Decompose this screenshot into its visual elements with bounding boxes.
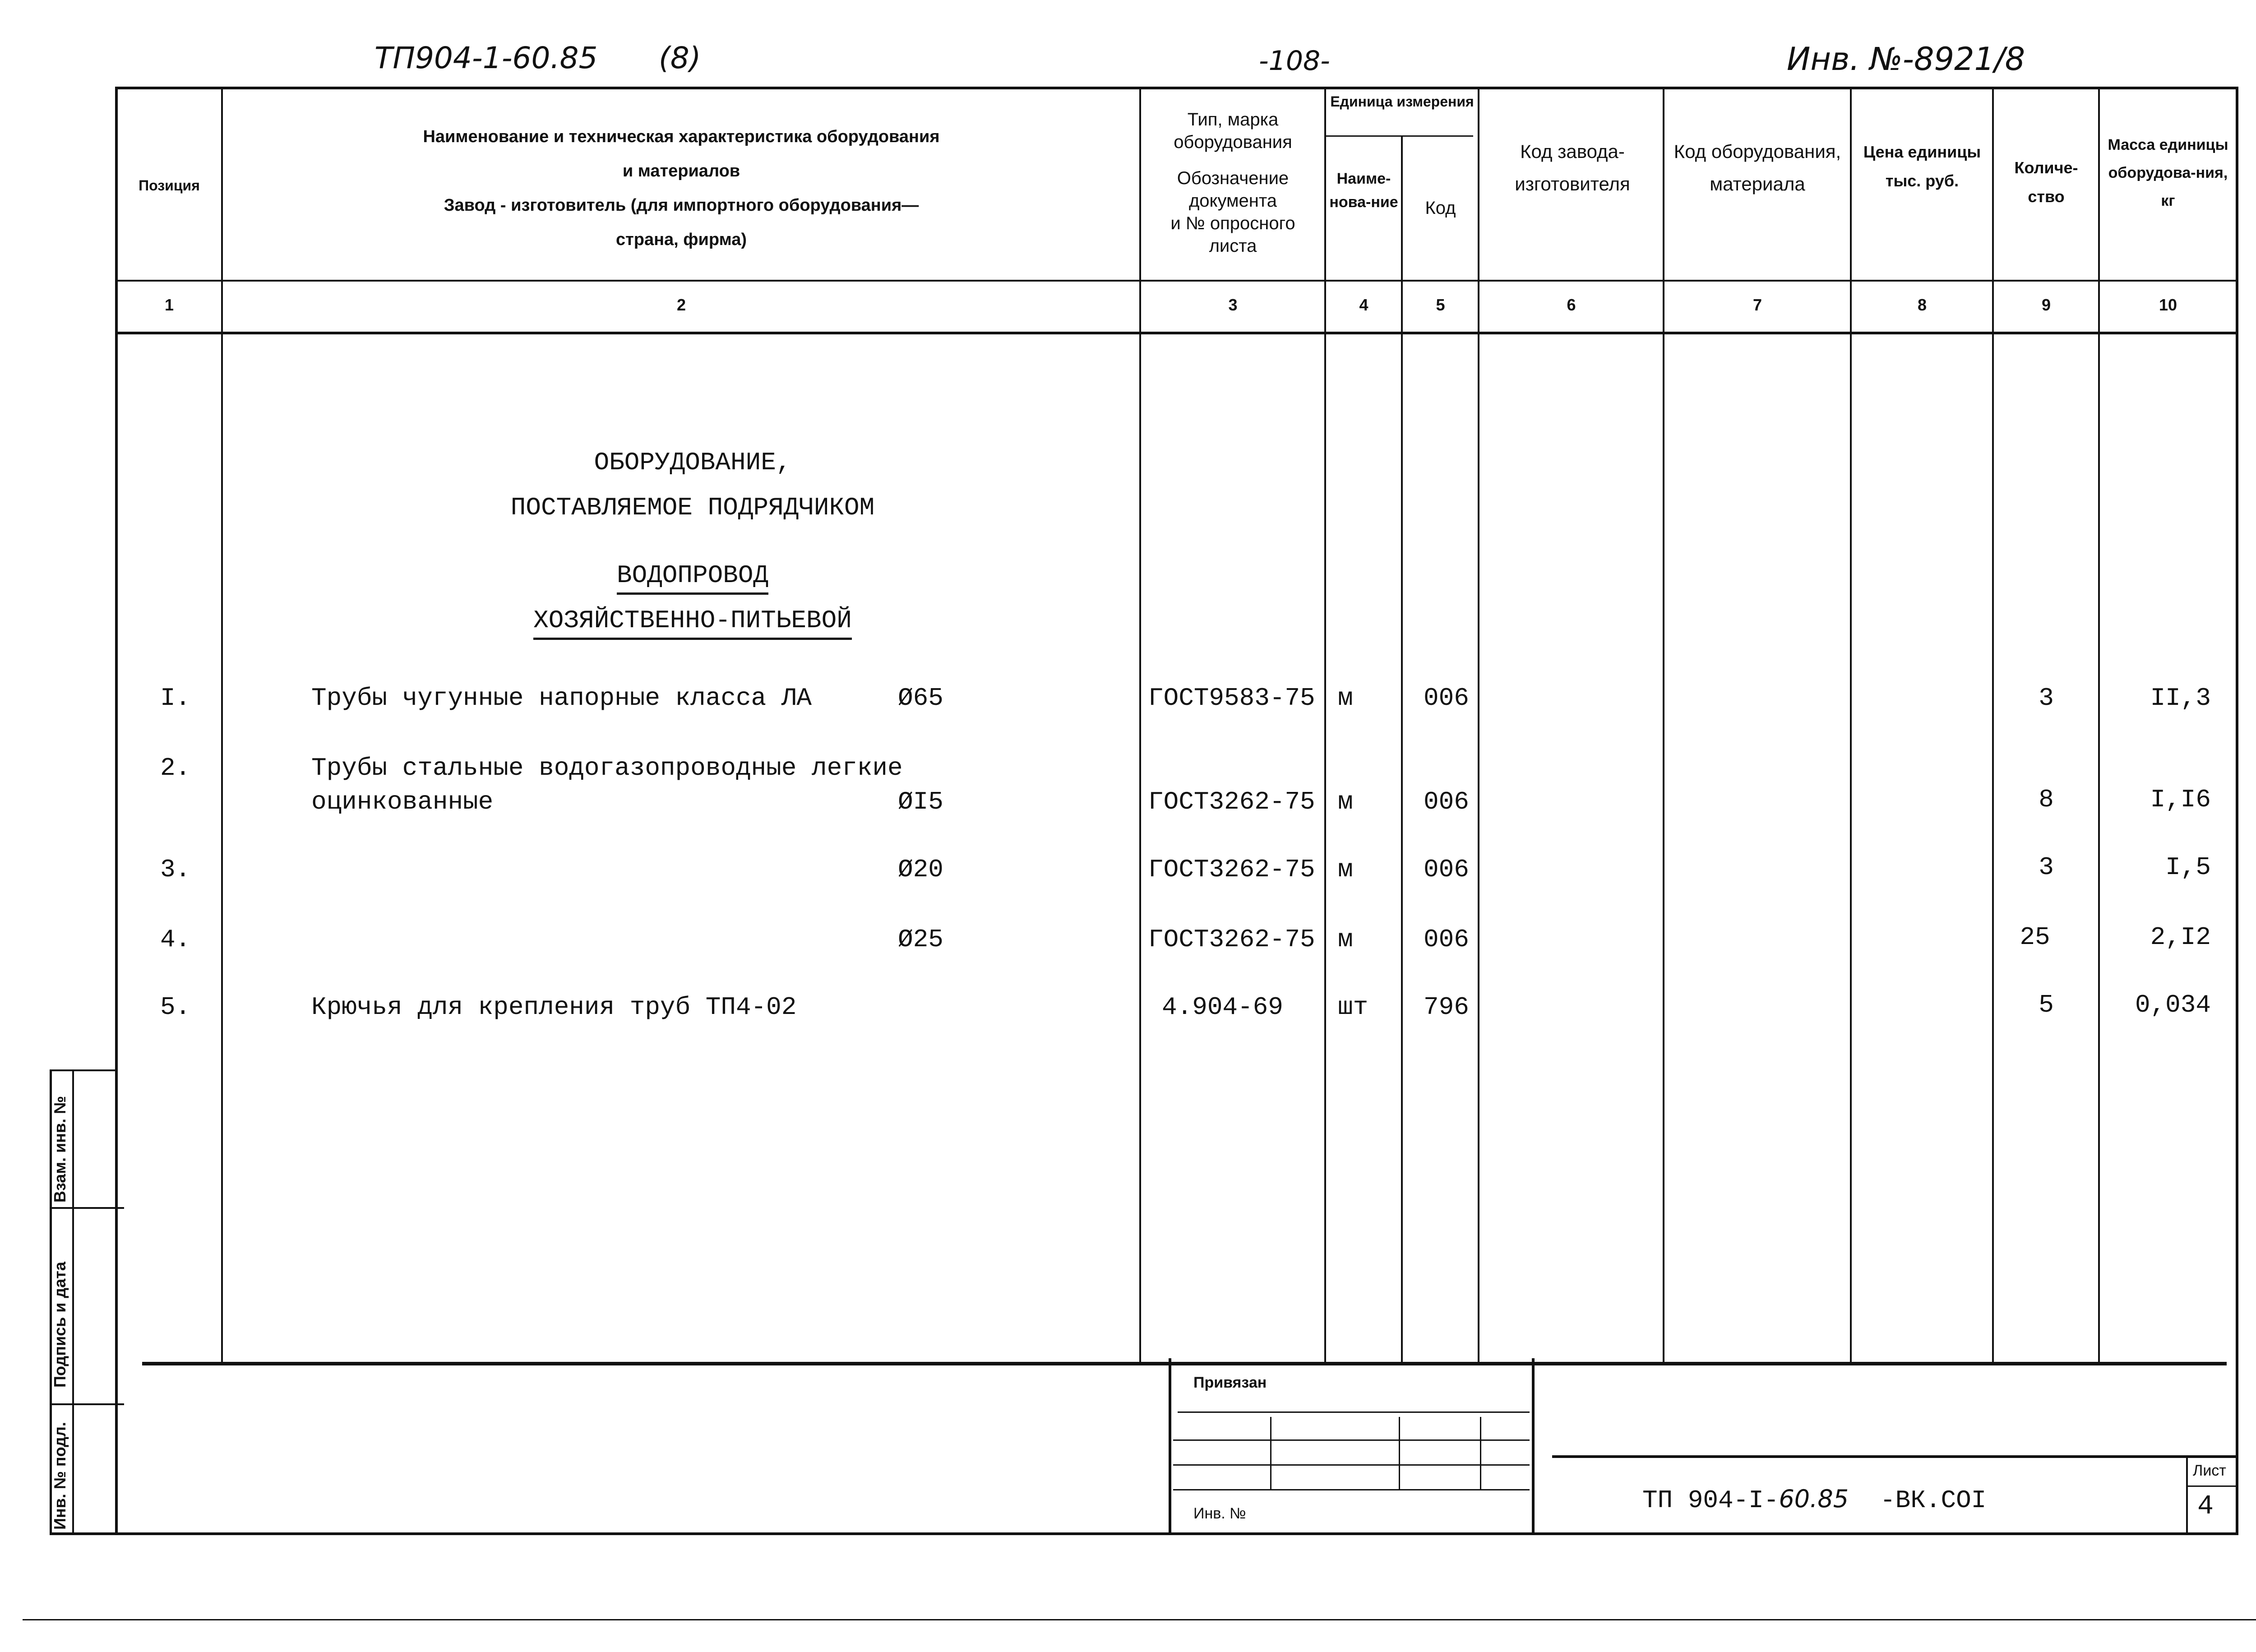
sheet-box-mid [2186, 1485, 2238, 1487]
stamp-row3 [1173, 1464, 1530, 1466]
row2-pos: 2. [160, 754, 191, 782]
row2-dia: ØI5 [898, 787, 943, 816]
header-type [1142, 108, 1324, 257]
section-subtitle [494, 553, 891, 643]
row1-dia: Ø65 [898, 684, 943, 713]
col-line-3 [1324, 87, 1326, 1364]
stamp-box-right [1532, 1358, 1535, 1535]
row5-doc: 4.904-69 [1162, 993, 1283, 1022]
col-line-6 [1663, 87, 1664, 1364]
colnum-1: 1 [164, 296, 174, 314]
stamp-row2 [1173, 1439, 1530, 1441]
colnum-8: 8 [1917, 296, 1927, 314]
page-edge-bottom [23, 1619, 2256, 1620]
header-unit: Единица измерения [1330, 93, 1474, 110]
row1-doc: ГОСТ9583-75 [1148, 684, 1315, 713]
row5-mass: 0,034 [2135, 990, 2211, 1019]
sheet-label: Лист [2193, 1462, 2226, 1479]
doc-code-handwritten: ТП904-1-60.85 [374, 41, 598, 75]
row3-code: 006 [1424, 855, 1469, 884]
row2-qty: 8 [2039, 785, 2054, 814]
row4-doc: ГОСТ3262-75 [1148, 925, 1315, 954]
row5-qty: 5 [2039, 990, 2054, 1019]
colnum-2: 2 [676, 296, 686, 314]
col-line-5 [1478, 87, 1479, 1364]
colnum-5: 5 [1436, 296, 1445, 314]
side-stamp-h1 [50, 1207, 124, 1209]
row3-qty: 3 [2039, 853, 2054, 882]
header-name [223, 120, 1139, 257]
col-line-2 [1139, 87, 1141, 1364]
row2-doc: ГОСТ3262-75 [1148, 787, 1315, 816]
colnum-rule [115, 332, 2238, 334]
stamp-inv-label: Инв. № [1193, 1505, 1246, 1522]
doc-designation-handwritten: 60.85 [1779, 1485, 1849, 1513]
header-type-line2: оборудования [1174, 132, 1292, 152]
col-line-8 [1992, 87, 1994, 1364]
section-title [449, 440, 936, 530]
row3-pos: 3. [160, 855, 191, 884]
sheet-box-left [2186, 1455, 2188, 1534]
colnum-3: 3 [1228, 296, 1238, 314]
section-line3: ВОДОПРОВОД [617, 561, 768, 595]
row3-unit: м [1338, 855, 1353, 884]
header-rule [115, 280, 2238, 282]
row5-unit: шт [1338, 993, 1368, 1022]
frame-top [115, 87, 2238, 89]
row1-unit: м [1338, 684, 1353, 713]
header-type-line5: и № опросного [1170, 213, 1295, 233]
row1-mass: II,3 [2150, 684, 2211, 713]
header-type-line1: Тип, марка [1187, 110, 1279, 130]
header-type-line4: документа [1188, 191, 1277, 211]
colnum-6: 6 [1567, 296, 1576, 314]
row4-qty: 25 [2020, 923, 2050, 952]
side-stamp-replace-inv: Взам. инв. № [51, 1096, 69, 1203]
row5-name: Крючья для крепления труб ТП4-02 [311, 993, 797, 1022]
row4-pos: 4. [160, 925, 191, 954]
col-line-9 [2098, 87, 2100, 1364]
colnum-9: 9 [2041, 296, 2051, 314]
col-line-4 [1401, 135, 1403, 1364]
header-mass: Масса единицы оборудова-ния, кг [2108, 136, 2228, 209]
col-line-1 [221, 87, 223, 1364]
row4-dia: Ø25 [898, 925, 943, 954]
stamp-attached-label: Привязан [1193, 1374, 1267, 1391]
doc-designation-suffix: -ВК.COI [1880, 1486, 1987, 1515]
row4-mass: 2,I2 [2150, 923, 2211, 952]
row3-mass: I,5 [2165, 853, 2211, 882]
sheet-number: 4 [2197, 1491, 2214, 1522]
section-line4: ХОЗЯЙСТВЕННО-ПИТЬЕВОЙ [533, 606, 852, 640]
row4-code: 006 [1424, 925, 1469, 954]
header-name-line3: Завод - изготовитель (для импортного оборудования— [444, 196, 919, 215]
header-qty: Количе-ство [2014, 158, 2078, 206]
section-line1: ОБОРУДОВАНИЕ, [594, 448, 791, 477]
row2-mass: I,I6 [2150, 785, 2211, 814]
doc-designation [1642, 1485, 1986, 1515]
side-stamp-h2 [50, 1403, 124, 1405]
doc-suffix: (8) [659, 41, 701, 75]
frame-right [2236, 87, 2238, 1535]
colnum-10: 10 [2159, 296, 2177, 314]
stamp-box-left [1169, 1358, 1171, 1535]
row2-unit: м [1338, 787, 1353, 816]
header-name-line4: страна, фирма) [615, 230, 747, 249]
row2-name: Трубы стальные водогазопроводные легкие [311, 754, 903, 782]
row1-qty: 3 [2039, 684, 2054, 713]
header-equip-code: Код оборудования, материала [1674, 141, 1841, 194]
header-price: Цена единицы тыс. руб. [1863, 143, 1981, 190]
col-line-7 [1850, 87, 1852, 1364]
header-maker-code: Код завода-изготовителя [1515, 141, 1630, 194]
stamp-row4 [1173, 1489, 1530, 1490]
row3-dia: Ø20 [898, 855, 943, 884]
side-stamp-signature-date: Подпись и дата [51, 1262, 69, 1388]
header-position: Позиция [139, 177, 200, 194]
unit-split-rule [1324, 135, 1473, 137]
stamp-row1 [1178, 1411, 1530, 1413]
row4-unit: м [1338, 925, 1353, 954]
row1-name: Трубы чугунные напорные класса ЛА [311, 684, 812, 713]
header-name-line2: и материалов [622, 162, 740, 180]
colnum-4: 4 [1359, 296, 1368, 314]
title-block-top [1552, 1455, 2238, 1458]
side-stamp-top [50, 1069, 117, 1071]
row5-code: 796 [1424, 993, 1469, 1022]
row1-code: 006 [1424, 684, 1469, 713]
stamp-vdiv3 [1480, 1417, 1481, 1489]
side-stamp-div1 [72, 1069, 74, 1534]
page-marker: -108- [1259, 45, 1330, 77]
row2-code: 006 [1424, 787, 1469, 816]
header-name-line1: Наименование и техническая характеристика оборудования [423, 127, 940, 146]
row1-pos: I. [160, 684, 191, 713]
body-bottom-rule [142, 1362, 2227, 1365]
header-type-line6: листа [1209, 236, 1257, 256]
colnum-7: 7 [1752, 296, 1762, 314]
row3-doc: ГОСТ3262-75 [1148, 855, 1315, 884]
stamp-vdiv1 [1270, 1417, 1271, 1489]
inventory-number: Инв. №-8921/8 [1787, 41, 2025, 78]
frame-left [115, 87, 118, 1535]
header-unit-name: Наиме-нова-ние [1329, 170, 1398, 211]
row2-name-line2: оцинкованные [311, 787, 494, 816]
side-stamp-orig-inv: Инв. № подл. [51, 1422, 69, 1530]
header-type-line3: Обозначение [1177, 168, 1289, 188]
row5-pos: 5. [160, 993, 191, 1022]
doc-designation-prefix: ТП 904-I- [1642, 1486, 1779, 1515]
section-line2: ПОСТАВЛЯЕМОЕ ПОДРЯДЧИКОМ [510, 493, 875, 522]
stamp-vdiv2 [1399, 1417, 1400, 1489]
header-unit-code: Код [1425, 198, 1456, 218]
frame-bottom [50, 1532, 2238, 1535]
